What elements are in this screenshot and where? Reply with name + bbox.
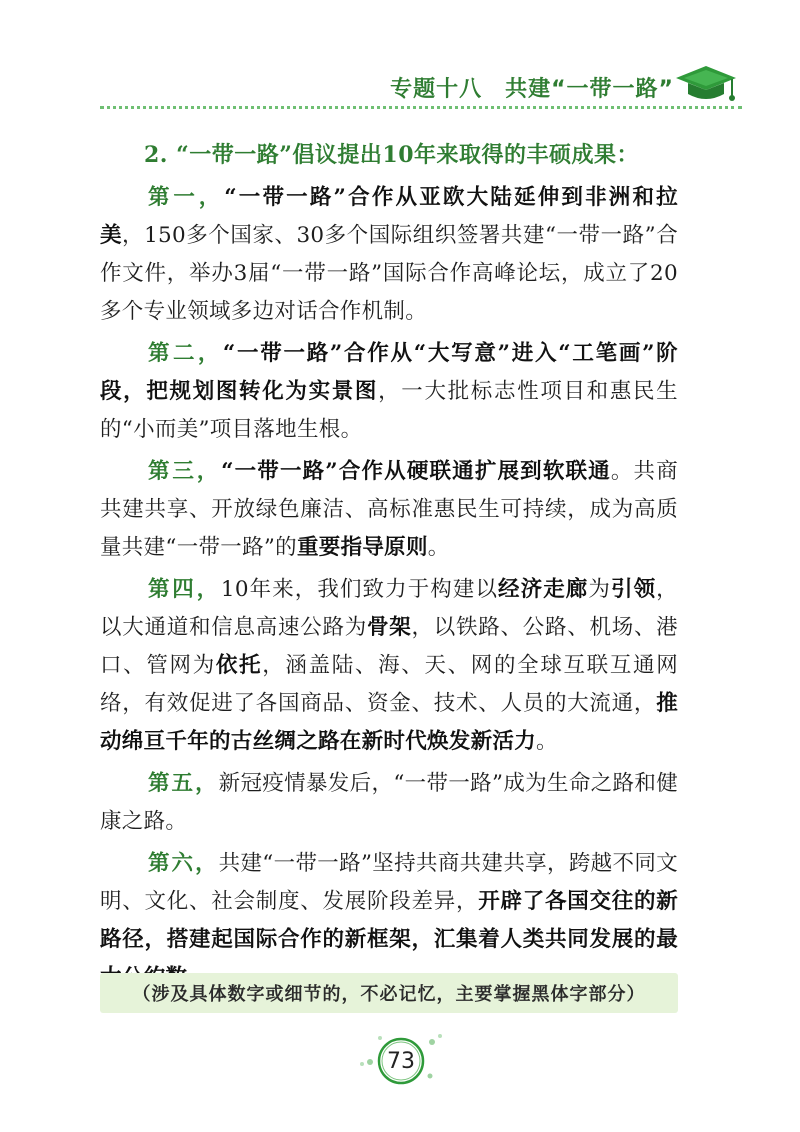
- body-text: ，以铁路、公路、机场、港口、管网为: [100, 615, 678, 678]
- key-point-text: 引领: [610, 577, 657, 602]
- body-text: 。: [427, 535, 450, 560]
- paragraph: [100, 571, 678, 761]
- body-text: ，一大批标志性项目和惠民生的“小而美”项目落地生根。: [100, 379, 678, 442]
- paragraph: [100, 179, 678, 331]
- body-text: 共建“一带一路”坚持共商共建共享，跨越不同文明、文化、社会制度、发展阶段差异，: [100, 851, 678, 914]
- section-heading: 2. “一带一路”倡议提出10年来取得的丰硕成果：: [144, 142, 640, 168]
- body-text: ，150多个国家、30多个国际组织签署共建“一带一路”合作文件，举办3届“一带一路”国际合作高峰论坛，成立了20多个专业领域多边对话合作机制。: [100, 223, 678, 324]
- paragraph: [100, 453, 678, 567]
- header-divider: [100, 106, 742, 109]
- key-point-text: “一带一路”合作从亚欧大陆延伸到非洲和拉美: [100, 185, 678, 248]
- paragraph: [100, 765, 678, 841]
- chapter-title: 专题十八 共建“一带一路”: [390, 77, 674, 102]
- page-number: 73: [387, 1048, 415, 1074]
- key-point-text: 重要指导原则: [296, 535, 428, 560]
- key-point-text: 依托: [215, 653, 263, 678]
- key-point-text: “一带一路”合作从“大写意”进入“工笔画”阶段，把规划图转化为实景图: [100, 341, 678, 404]
- study-note-text: （涉及具体数字或细节的，不必记忆，主要掌握黑体字部分）: [132, 984, 646, 1005]
- body-text: ，涵盖陆、海、天、网的全球互联互通网络，有效促进了各国商品、资金、技术、人员的大流通，: [100, 653, 678, 716]
- paragraph-lead: 第三，: [148, 459, 222, 484]
- key-point-text: 经济走廊: [498, 577, 589, 602]
- study-note: [100, 973, 678, 1013]
- body-text: ，以大通道和信息高速公路为: [100, 577, 678, 640]
- page-header: [0, 0, 800, 116]
- section-content: [100, 132, 678, 1001]
- body-text: 10年来，我们致力于构建以: [220, 577, 499, 602]
- paragraph-lead: 第四，: [148, 577, 221, 602]
- paragraph: [100, 335, 678, 449]
- paragraph-lead: 第五，: [148, 771, 219, 796]
- paragraph-lead: 第二，: [148, 341, 223, 366]
- page-footer: [340, 1020, 460, 1100]
- body-text: 为: [588, 577, 611, 602]
- paragraph-lead: 第一，: [148, 185, 225, 210]
- key-point-text: 骨架: [366, 615, 412, 640]
- key-point-text: 推动绵亘千年的古丝绸之路在新时代焕发新活力: [100, 691, 678, 754]
- key-point-text: “一带一路”合作从硬联通扩展到软联通: [221, 459, 611, 484]
- body-text: 新冠疫情暴发后，“一带一路”成为生命之路和健康之路。: [100, 771, 678, 834]
- body-text: 。共商共建共享、开放绿色廉洁、高标准惠民生可持续，成为高质量共建“一带一路”的: [100, 459, 678, 560]
- paragraph-lead: 第六，: [148, 851, 219, 876]
- graduation-cap-icon: [674, 62, 738, 108]
- paragraph-list: [100, 179, 678, 997]
- body-text: 。: [536, 729, 558, 754]
- key-point-text: 开辟了各国交往的新路径，搭建起国际合作的新框架，汇集着人类共同发展的最: [100, 889, 678, 952]
